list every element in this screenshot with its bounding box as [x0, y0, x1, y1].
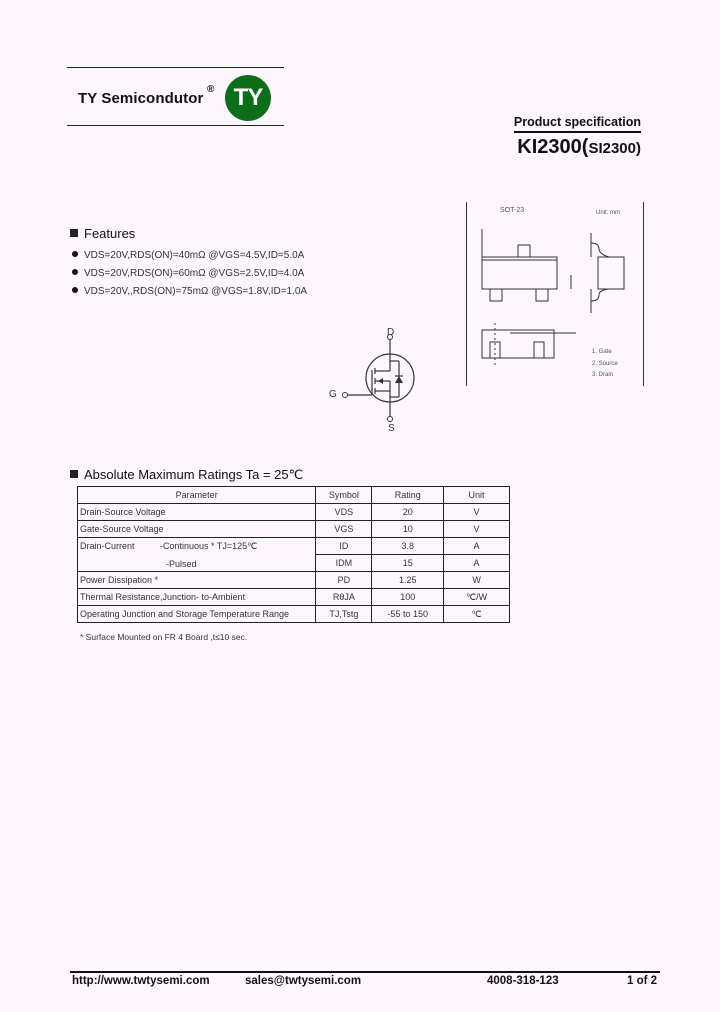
table-row	[78, 538, 510, 555]
alt-part-number: SI2300)	[588, 140, 641, 157]
bullet-icon	[72, 269, 78, 275]
column-header: Symbol	[316, 487, 372, 504]
registered-mark: ®	[207, 84, 215, 95]
ratings-heading	[70, 467, 303, 483]
table-row	[78, 572, 510, 589]
rating-cell: 100	[372, 589, 444, 606]
features-heading-text: Features	[84, 226, 136, 241]
symbol-cell: TJ,Tstg	[316, 606, 372, 623]
table-row	[78, 504, 510, 521]
logo-bottom-rule	[67, 125, 284, 126]
parameter-cell: Drain-Source Voltage	[78, 504, 316, 521]
symbol-cell: VGS	[316, 521, 372, 538]
square-bullet-icon	[70, 229, 78, 237]
feature-item	[72, 268, 304, 279]
drain-label: D	[387, 327, 395, 338]
rating-cell: 20	[372, 504, 444, 521]
website-link[interactable]: http://www.twtysemi.com	[72, 975, 210, 987]
email-link[interactable]: sales@twtysemi.com	[245, 975, 362, 987]
symbol-cell: VDS	[316, 504, 372, 521]
rating-cell: -55 to 150	[372, 606, 444, 623]
column-header: Unit	[444, 487, 510, 504]
parameter-subtext: -Pulsed	[166, 559, 197, 569]
features-heading	[70, 226, 135, 241]
package-name: SOT-23	[500, 207, 525, 214]
symbol-cell: PD	[316, 572, 372, 589]
bullet-icon	[72, 287, 78, 293]
column-header: Rating	[372, 487, 444, 504]
unit-cell: W	[444, 572, 510, 589]
unit-cell: V	[444, 504, 510, 521]
symbol-cell: ID	[316, 538, 372, 555]
unit-cell: A	[444, 555, 510, 572]
feature-text: VDS=20V,,RDS(ON)=75mΩ @VGS=1.8V,ID=1.0A	[84, 286, 308, 297]
table-row	[78, 606, 510, 623]
pin-label: 2. Source	[592, 361, 618, 367]
feature-item	[72, 250, 304, 261]
phone-number: 4008-318-123	[487, 975, 559, 987]
document-type: Product specification	[513, 115, 641, 129]
parameter-subtext: -Continuous * TJ=125℃	[160, 541, 258, 551]
mosfet-schematic-icon	[325, 325, 425, 435]
ratings-heading-text: Absolute Maximum Ratings Ta = 25℃	[84, 467, 304, 482]
pin-label: 3. Drain	[592, 372, 614, 378]
column-header: Parameter	[78, 487, 316, 504]
feature-text: VDS=20V,RDS(ON)=60mΩ @VGS=2.5V,ID=4.0A	[84, 268, 305, 279]
rating-cell: 10	[372, 521, 444, 538]
symbol-cell: IDM	[316, 555, 372, 572]
rating-cell: 3.8	[372, 538, 444, 555]
unit-cell: V	[444, 521, 510, 538]
package-drawing-icon	[466, 215, 642, 385]
unit-cell: ℃	[444, 606, 510, 623]
source-label: S	[388, 423, 395, 434]
ratings-footnote: * Surface Mounted on FR 4 Board ,t≤10 sec.	[80, 632, 248, 642]
logo-icon	[225, 75, 271, 121]
parameter-text: Drain-Current	[80, 541, 135, 551]
parameter-cell: Power Dissipation *	[78, 572, 316, 589]
page-number: 1 of 2	[627, 975, 658, 987]
feature-text: VDS=20V,RDS(ON)=40mΩ @VGS=4.5V,ID=5.0A	[84, 250, 305, 261]
rating-cell: 1.25	[372, 572, 444, 589]
pin-label: 1. Gate	[592, 349, 612, 355]
parameter-cell: Operating Junction and Storage Temperature Range	[78, 606, 316, 623]
part-number: KI2300(	[517, 136, 589, 158]
table-header-row	[78, 487, 510, 504]
unit-label: Unit: mm	[596, 210, 620, 216]
header-rule	[514, 131, 641, 133]
table-row	[78, 521, 510, 538]
unit-cell: ℃/W	[444, 589, 510, 606]
parameter-cell	[78, 538, 316, 572]
gate-label: G	[329, 389, 337, 400]
symbol-cell: RθJA	[316, 589, 372, 606]
logo-text: TY	[233, 84, 263, 111]
square-bullet-icon	[70, 470, 78, 478]
parameter-cell: Gate-Source Voltage	[78, 521, 316, 538]
ratings-table	[77, 486, 510, 623]
footer-rule	[70, 971, 660, 973]
logo-top-rule	[67, 67, 284, 68]
brand-name: TY Semicondutor	[78, 90, 204, 107]
bullet-icon	[72, 251, 78, 257]
rating-cell: 15	[372, 555, 444, 572]
table-row	[78, 589, 510, 606]
parameter-cell: Thermal Resistance,Junction- to-Ambient	[78, 589, 316, 606]
part-number-title	[517, 136, 641, 159]
unit-cell: A	[444, 538, 510, 555]
feature-item	[72, 286, 307, 297]
